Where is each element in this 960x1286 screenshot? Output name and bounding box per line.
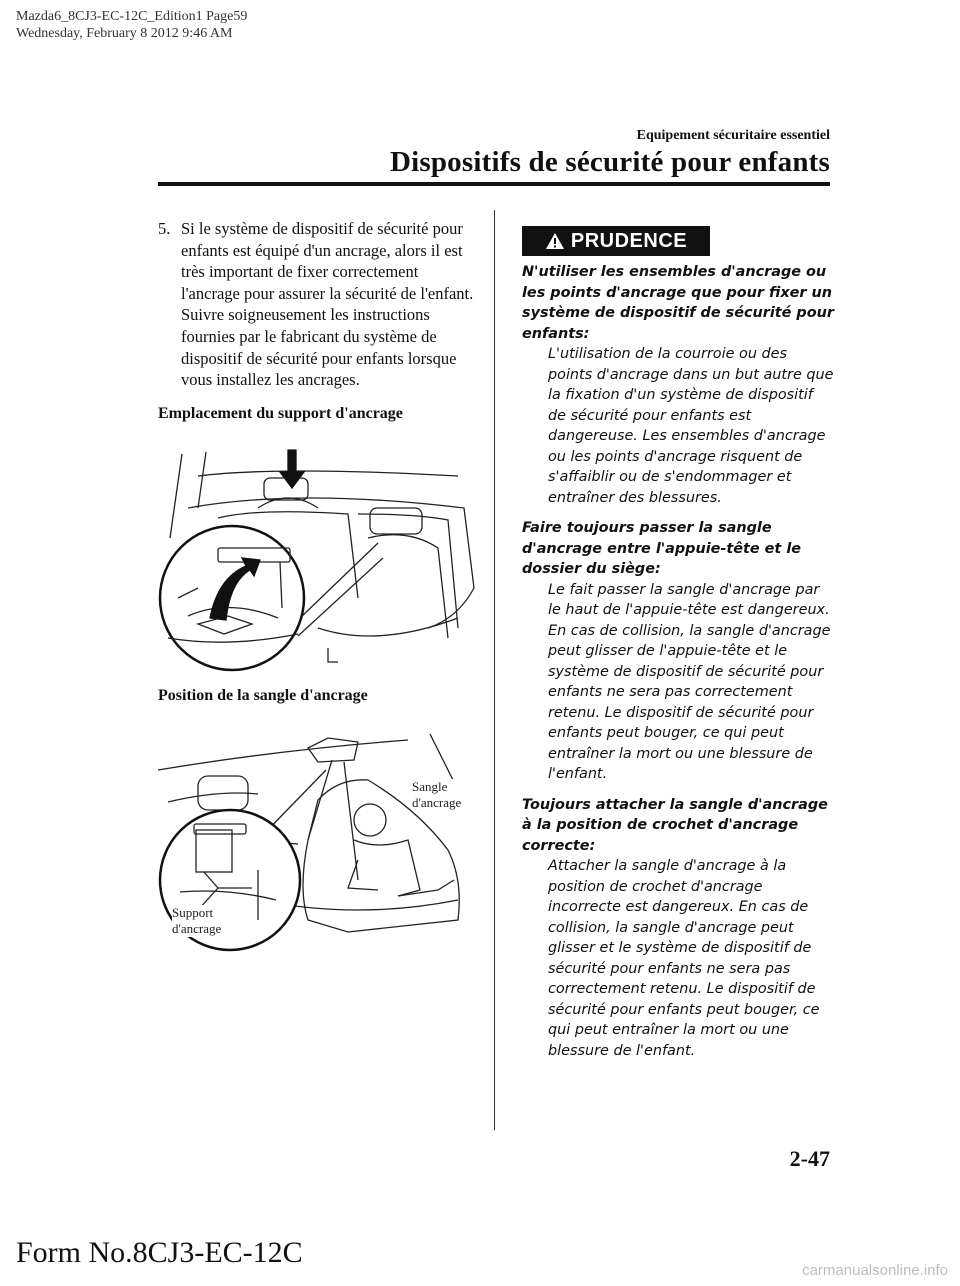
caution-heading: N'utiliser les ensembles d'ancrage ou les points d'ancrage que pour fixer un système de dispositif de sécurité pour enfants:: [522, 264, 834, 342]
caution-label: PRUDENCE: [570, 229, 688, 252]
strap-label: [412, 779, 461, 811]
anchor-bracket-illustration: [158, 448, 484, 678]
page-number: 2-47: [789, 1146, 830, 1171]
support-label-line2: d'ancrage: [172, 921, 222, 936]
caution-item: [522, 795, 834, 1062]
caution-item: [522, 262, 834, 508]
meta-line-2: Wednesday, February 8 2012 9:46 AM: [16, 26, 233, 41]
step-5: [158, 218, 476, 391]
caution-badge: [522, 226, 710, 256]
strap-label-line1: Sangle: [412, 779, 448, 794]
print-metadata: [16, 8, 247, 42]
caution-column: [522, 262, 834, 1071]
figure2-caption: Position de la sangle d'ancrage: [158, 687, 368, 704]
caution-body: L'utilisation de la courroie ou des points d'ancrage dans un but autre que la fixation d'un système de dispositif de sécurité pour enfants est dangereuse. Les ensembles d'ancrage ou les points d'ancrage risquent de s'affaiblir ou de s'endommager et entraîner des blessures.: [548, 346, 834, 506]
support-label-line1: Support: [172, 905, 214, 920]
section-subtitle: Equipement sécuritaire essentiel: [636, 128, 830, 143]
caution-body: Le fait passer la sangle d'ancrage par le haut de l'appuie-tête est dangereux. En cas de collision, la sangle d'ancrage peut glisser de l'appuie-tête et le système de dispositif de sécurité pour enfants ne sera pas correctement retenu. Le dispositif de sécurité pour enfants peut bouger, ce qui peut entraîner la mort ou une blessure de l'enfant.: [548, 581, 831, 782]
support-label: [172, 905, 221, 937]
watermark: carmanualsonline.info: [802, 1262, 948, 1279]
caution-heading: Toujours attacher la sangle d'ancrage à la position de crochet d'ancrage correcte:: [522, 796, 828, 854]
caution-body: Attacher la sangle d'ancrage à la position de crochet d'ancrage incorrecte est dangereux. En cas de collision, la sangle d'ancrage peut glisser et le système de dispositif de sécurité pour enfants ne sera pas correctement retenu. Le dispositif de sécurité pour enfants peut bouger, ce qui peut entraîner la mort ou une blessure de l'enfant.: [548, 858, 820, 1059]
header-rule: [158, 182, 830, 186]
left-column: [158, 218, 476, 424]
caution-heading: Faire toujours passer la sangle d'ancrage entre l'appuie-tête et le dossier du siège:: [522, 520, 802, 577]
figure1-caption: Emplacement du support d'ancrage: [158, 404, 403, 422]
column-divider: [494, 210, 495, 1130]
meta-line-1: Mazda6_8CJ3-EC-12C_Edition1 Page59: [16, 9, 248, 24]
section-title: Dispositifs de sécurité pour enfants: [389, 146, 830, 178]
step-text: Si le système de dispositif de sécurité pour enfants est équipé d'un ancrage, alors il est très important de fixer correctement l'ancrage pour assurer la sécurité de l'enfant. Suivre soigneusement les instructions fournies par le fabricant du système de dispositif de sécurité pour enfants lorsque vous installez les ancrages.: [181, 219, 474, 390]
strap-label-line2: d'ancrage: [412, 795, 462, 810]
warning-triangle-icon: [545, 232, 565, 250]
step-number: 5.: [158, 219, 171, 238]
form-number: Form No.8CJ3-EC-12C: [16, 1236, 303, 1269]
caution-item: [522, 518, 834, 785]
